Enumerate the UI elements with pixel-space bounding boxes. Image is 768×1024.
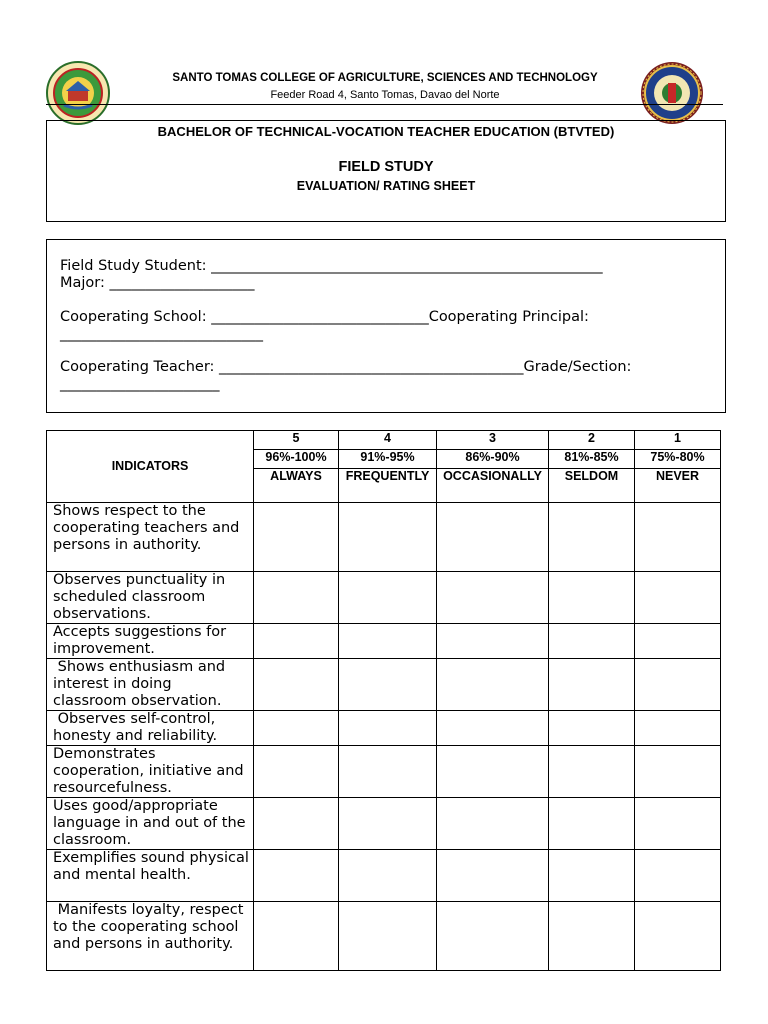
rating-cell[interactable] <box>635 624 721 659</box>
rating-cell[interactable] <box>254 572 339 624</box>
rating-cell[interactable] <box>549 711 635 746</box>
table-row <box>47 624 721 659</box>
rating-cell[interactable] <box>549 503 635 572</box>
rating-cell[interactable] <box>635 659 721 711</box>
rating-cell[interactable] <box>254 798 339 850</box>
table-row <box>47 798 721 850</box>
rating-cell[interactable] <box>437 572 549 624</box>
rating-cell[interactable] <box>339 572 437 624</box>
rating-cell[interactable] <box>635 746 721 798</box>
rating-cell[interactable] <box>635 572 721 624</box>
range-header: 91%-95% <box>339 450 437 469</box>
rating-cell[interactable] <box>339 659 437 711</box>
rating-cell[interactable] <box>549 798 635 850</box>
score-header: 4 <box>339 431 437 450</box>
rating-cell[interactable] <box>635 902 721 971</box>
rating-cell[interactable] <box>254 711 339 746</box>
table-row <box>47 902 721 971</box>
indicator-text: Manifests loyalty, respect to the cooperating school and persons in authority. <box>47 902 254 971</box>
score-header: 3 <box>437 431 549 450</box>
rating-cell[interactable] <box>549 624 635 659</box>
table-row <box>47 746 721 798</box>
cooperating-school-field: Cooperating School: ______________________________Cooperating Principal: <box>60 309 589 325</box>
document-title: FIELD STUDY <box>338 159 434 175</box>
rating-cell[interactable] <box>254 624 339 659</box>
table-row <box>47 850 721 902</box>
rating-cell[interactable] <box>437 902 549 971</box>
rating-cell[interactable] <box>339 503 437 572</box>
rating-cell[interactable] <box>635 798 721 850</box>
rating-cell[interactable] <box>549 572 635 624</box>
evaluation-table <box>46 430 721 971</box>
indicator-text: Accepts suggestions for improvement. <box>47 624 254 659</box>
rating-cell[interactable] <box>437 798 549 850</box>
rating-cell[interactable] <box>549 659 635 711</box>
rating-cell[interactable] <box>437 503 549 572</box>
indicators-header: INDICATORS <box>47 431 254 503</box>
rating-cell[interactable] <box>437 659 549 711</box>
field-study-student-field: Field Study Student: ______________________________________________________ <box>60 258 603 274</box>
rating-cell[interactable] <box>254 850 339 902</box>
cooperating-teacher-field: Cooperating Teacher: __________________________________________Grade/Section: <box>60 359 632 375</box>
major-field: Major: ____________________ <box>60 275 255 291</box>
score-header: 1 <box>635 431 721 450</box>
rating-cell[interactable] <box>635 850 721 902</box>
indicator-text: Observes punctuality in scheduled classroom observations. <box>47 572 254 624</box>
frequency-header: OCCASIONALLY <box>437 469 549 503</box>
table-row <box>47 503 721 572</box>
college-seal-icon <box>640 61 704 125</box>
frequency-header: ALWAYS <box>254 469 339 503</box>
program-box <box>46 120 726 222</box>
rating-cell[interactable] <box>339 850 437 902</box>
rating-cell[interactable] <box>339 746 437 798</box>
rating-cell[interactable] <box>339 902 437 971</box>
rating-cell[interactable] <box>437 850 549 902</box>
rating-cell[interactable] <box>437 746 549 798</box>
rating-cell[interactable] <box>549 902 635 971</box>
range-header: 75%-80% <box>635 450 721 469</box>
municipality-seal-icon <box>46 61 110 125</box>
frequency-header: FREQUENTLY <box>339 469 437 503</box>
institution-address: Feeder Road 4, Santo Tomas, Davao del Norte <box>270 89 500 101</box>
table-header-row-scores <box>47 431 721 450</box>
student-info-box <box>46 239 726 413</box>
indicator-text: Exemplifies sound physical and mental health. <box>47 850 254 902</box>
rating-cell[interactable] <box>549 746 635 798</box>
rating-cell[interactable] <box>254 746 339 798</box>
table-row <box>47 659 721 711</box>
table-row <box>47 711 721 746</box>
frequency-header: SELDOM <box>549 469 635 503</box>
indicator-text: Shows enthusiasm and interest in doing classroom observation. <box>47 659 254 711</box>
institution-name: SANTO TOMAS COLLEGE OF AGRICULTURE, SCIENCES AND TECHNOLOGY <box>172 72 598 84</box>
grade-section-field: ______________________ <box>60 376 220 392</box>
rating-cell[interactable] <box>635 503 721 572</box>
indicator-text: Uses good/appropriate language in and out of the classroom. <box>47 798 254 850</box>
rating-cell[interactable] <box>254 902 339 971</box>
range-header: 96%-100% <box>254 450 339 469</box>
rating-cell[interactable] <box>339 798 437 850</box>
program-name: BACHELOR OF TECHNICAL-VOCATION TEACHER EDUCATION (BTVTED) <box>157 124 615 139</box>
header-divider <box>46 104 723 105</box>
cooperating-principal-field: ____________________________ <box>60 326 263 342</box>
range-header: 86%-90% <box>437 450 549 469</box>
rating-cell[interactable] <box>339 624 437 659</box>
indicator-text: Shows respect to the cooperating teachers and persons in authority. <box>47 503 254 572</box>
rating-cell[interactable] <box>254 659 339 711</box>
rating-cell[interactable] <box>339 711 437 746</box>
indicator-text: Demonstrates cooperation, initiative and resourcefulness. <box>47 746 254 798</box>
score-header: 2 <box>549 431 635 450</box>
indicator-text: Observes self-control, honesty and reliability. <box>47 711 254 746</box>
table-row <box>47 572 721 624</box>
frequency-header: NEVER <box>635 469 721 503</box>
rating-cell[interactable] <box>549 850 635 902</box>
rating-cell[interactable] <box>254 503 339 572</box>
document-subtitle: EVALUATION/ RATING SHEET <box>296 179 476 193</box>
rating-cell[interactable] <box>635 711 721 746</box>
rating-cell[interactable] <box>437 711 549 746</box>
rating-cell[interactable] <box>437 624 549 659</box>
score-header: 5 <box>254 431 339 450</box>
range-header: 81%-85% <box>549 450 635 469</box>
